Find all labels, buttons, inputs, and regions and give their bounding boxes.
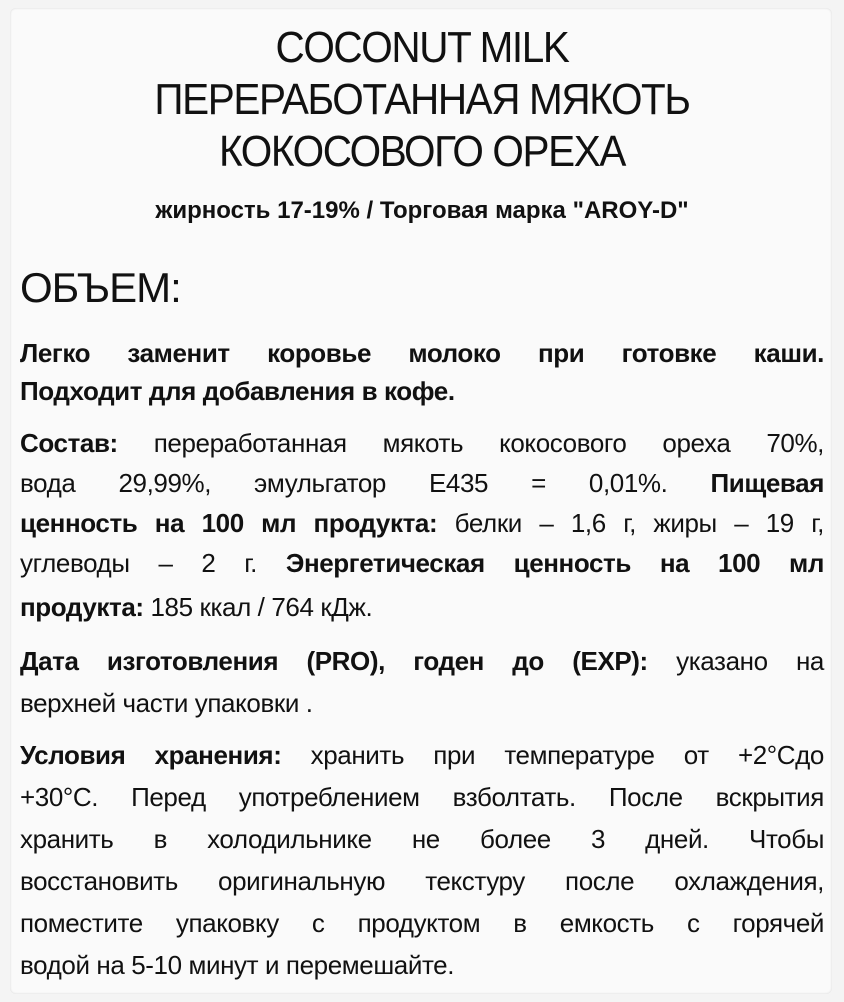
composition-text-4: углеводы – 2 г. — [20, 548, 286, 578]
storage-text-1: хранить при температуре от +2°Сдо — [281, 740, 824, 770]
nutrition-heading-part-1: Пищевая — [710, 468, 824, 498]
storage-line-3: хранить в холодильнике не более 3 дней. Чтобы — [20, 824, 824, 854]
composition-line-3 — [20, 506, 824, 540]
composition-line-1 — [20, 426, 824, 460]
dates-line-2: верхней части упаковки . — [20, 688, 313, 718]
fat-and-brand-subtitle: жирность 17-19% / Торговая марка "AROY-D" — [155, 197, 689, 224]
usage-line-1: Легко заменит коровье молоко при готовке каши. — [20, 338, 824, 368]
composition-line-4 — [20, 546, 824, 580]
composition-line-5 — [20, 590, 824, 624]
energy-heading-part-2: продукта: — [20, 592, 144, 622]
usage-line-2: Подходит для добавления в кофе. — [20, 376, 455, 406]
dates-label: Дата изготовления (PRO), годен до (EXP): — [20, 646, 648, 676]
nutrition-heading-part-2: ценность на 100 мл продукта: — [20, 508, 438, 538]
storage-line-5: поместите упаковку с продуктом в емкость с горячей — [20, 908, 824, 938]
storage-line-6: водой на 5-10 минут и перемешайте. — [20, 950, 455, 980]
composition-text-2: вода 29,99%, эмульгатор Е435 = 0,01%. — [20, 468, 711, 498]
composition-text-1: переработанная мякоть кокосового ореха 70%, — [117, 428, 824, 458]
composition-label: Состав: — [20, 428, 118, 458]
dates-line-1 — [20, 644, 824, 678]
composition-line-2 — [20, 466, 824, 500]
energy-heading-part-1: Энергетическая ценность на 100 мл — [285, 548, 824, 578]
storage-line-2: +30°С. Перед употреблением взболтать. После вскрытия — [20, 782, 824, 812]
product-title-line-2: ПЕРЕРАБОТАННАЯ МЯКОТЬ — [154, 75, 690, 124]
storage-line-4: восстановить оригинальную текстуру после охлаждения, — [20, 866, 824, 896]
storage-line-1 — [20, 738, 824, 772]
energy-value: 185 ккал / 764 кДж. — [143, 592, 373, 622]
volume-label: ОБЪЕМ: — [20, 264, 181, 311]
storage-label: Условия хранения: — [20, 740, 282, 770]
product-title-line-3: КОКОСОВОГО ОРЕХА — [218, 127, 625, 176]
dates-text-1: указано на — [647, 646, 824, 676]
product-title-line-1: COCONUT MILK — [275, 23, 569, 72]
composition-text-3: белки – 1,6 г, жиры – 19 г, — [437, 508, 825, 538]
